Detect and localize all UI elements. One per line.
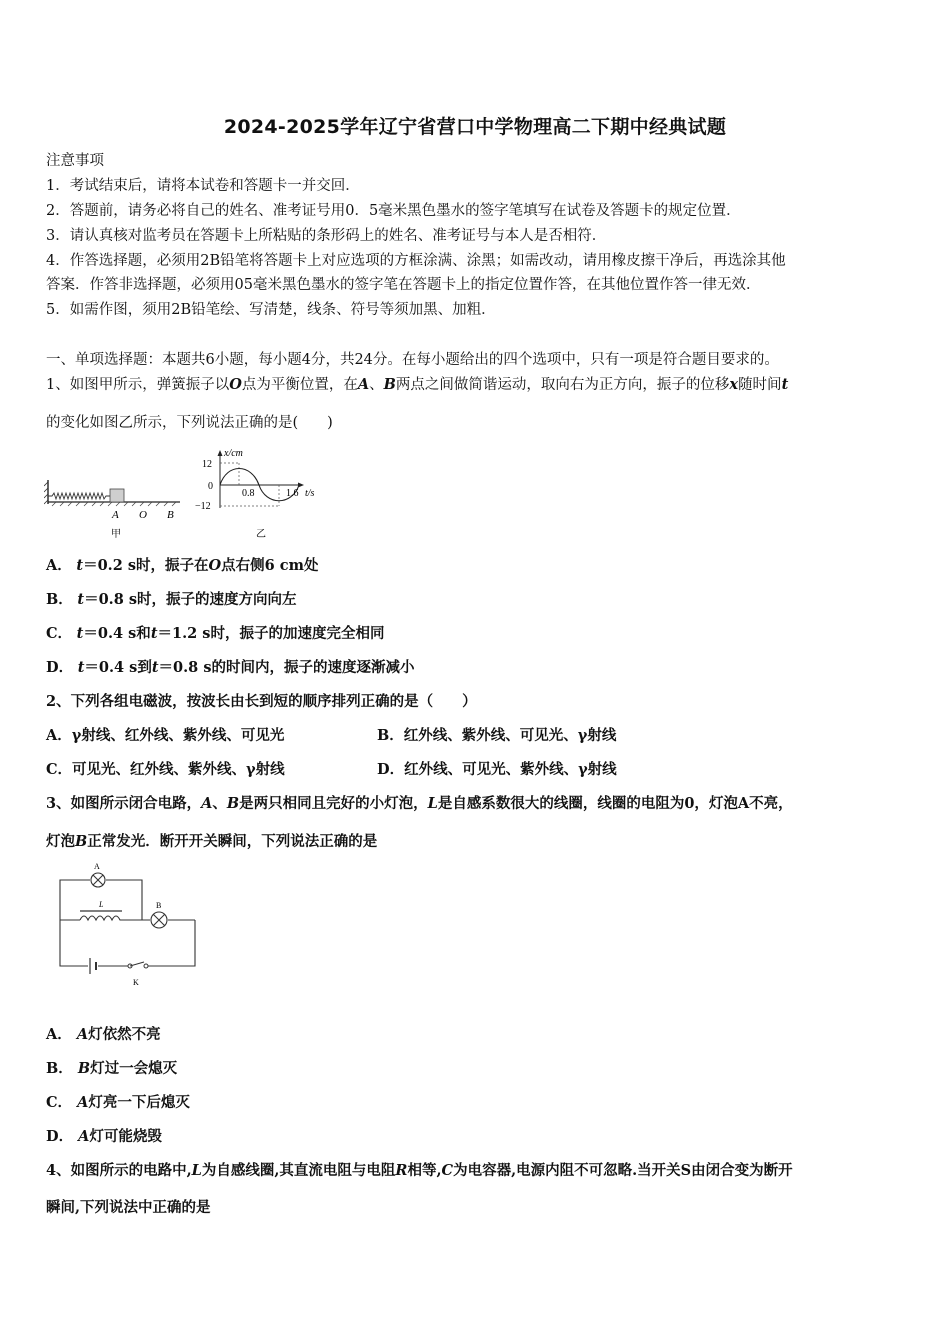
notice-item: 2．答题前，请务必将自己的姓名、准考证号用0．5毫米黑色墨水的签字笔填写在试卷及答题卡的规定位置． (46, 203, 741, 219)
y-axis-label: x/cm (224, 448, 243, 459)
question-3-circuit (50, 860, 210, 990)
question-2-option-c: C．可见光、红外线、紫外线、γ射线 (46, 761, 285, 778)
y-tick-0: 0 (208, 481, 213, 492)
section-heading: 一、单项选择题：本题共6小题，每小题4分，共24分。在每小题给出的四个选项中，只有一项是符合题目要求的。 (46, 352, 779, 368)
spring (48, 493, 110, 499)
caption-jia: 甲 (111, 529, 121, 540)
question-2-option-a: A．γ射线、红外线、紫外线、可见光 (46, 727, 285, 744)
caption-yi: 乙 (256, 529, 266, 540)
question-2-stem: 2、下列各组电磁波，按波长由长到短的顺序排列正确的是（ ） (46, 693, 477, 710)
question-1-option-c: C． t＝0.4 s和t＝1.2 s时，振子的加速度完全相同 (46, 625, 385, 642)
wire-top-right (106, 880, 142, 920)
question-1-option-d: D． t＝0.4 s到t＝0.8 s的时间内，振子的速度逐渐减小 (46, 659, 415, 676)
page-title: 2024-2025学年辽宁省营口中学物理高二下期中经典试题 (223, 116, 727, 138)
question-2-option-b: B．红外线、紫外线、可见光、γ射线 (377, 727, 617, 744)
coil (80, 916, 124, 920)
notice-item: 答案．作答非选择题，必须用05毫米黑色墨水的签字笔在答题卡上的指定位置作答，在其他位置作答一律无效． (46, 277, 761, 293)
notice-item: 1．考试结束后，请将本试卷和答题卡一并交回． (46, 178, 360, 194)
question-4-stem: 4、如图所示的电路中,L为自感线圈,其直流电阻与电阻R相等,C为电容器,电源内阻不可忽略.当开关S由闭合变为断开 (46, 1162, 793, 1179)
question-3-option-b: B． B灯过一会熄灭 (46, 1060, 178, 1077)
notice-heading: 注意事项 (46, 153, 104, 169)
question-4-stem-line2: 瞬间,下列说法中正确的是 (46, 1199, 211, 1216)
question-1-stem-line2: 的变化如图乙所示，下列说法正确的是( ) (46, 415, 333, 431)
oscillator-block (110, 489, 124, 502)
question-3-stem: 3、如图所示闭合电路，A、B是两只相同且完好的小灯泡，L是自感系数很大的线圈，线圈的电阻为0，灯泡A不亮， (46, 795, 793, 812)
y-tick-12: 12 (202, 459, 212, 470)
switch-contact-right (144, 964, 148, 968)
lamp-b-label: B (156, 901, 162, 910)
question-1-option-b: B． t＝0.8 s时，振子的速度方向向左 (46, 591, 297, 608)
question-3-option-a: A． A灯依然不亮 (46, 1026, 161, 1043)
question-2-option-d: D．红外线、可见光、紫外线、γ射线 (377, 761, 617, 778)
x-tick-0.8: 0.8 (242, 488, 255, 499)
lamp-b (151, 912, 167, 928)
y-tick-neg12: −12 (195, 501, 211, 512)
coil-label: L (99, 900, 104, 909)
y-axis-arrow (218, 450, 223, 456)
notice-item: 3．请认真核对监考员在答题卡上所粘贴的条形码上的姓名、准考证号与本人是否相符． (46, 228, 607, 244)
wire-left (60, 920, 88, 966)
notice-item: 5．如需作图，须用2B铅笔绘、写清楚，线条、符号等须加黑、加粗． (46, 302, 496, 318)
question-1-stem: 1、如图甲所示，弹簧振子以O点为平衡位置，在A、B两点之间做简谐运动，取向右为正方向，振子的位移x随时间t (46, 376, 789, 393)
label-a: A (112, 509, 119, 521)
lamp-a (91, 873, 105, 887)
switch-label: K (133, 978, 139, 987)
question-3-stem-line2: 灯泡B正常发光．断开开关瞬间，下列说法正确的是 (46, 833, 378, 850)
question-1-figure (44, 446, 334, 544)
label-b: B (167, 509, 174, 521)
wire-top (60, 880, 90, 920)
notice-item: 4．作答选择题，必须用2B铅笔将答题卡上对应选项的方框涂满、涂黑；如需改动，请用橡皮擦干净后，再选涂其他 (46, 253, 786, 269)
question-3-option-c: C． A灯亮一下后熄灭 (46, 1094, 190, 1111)
question-1-option-a: A． t＝0.2 s时，振子在O点右侧6 cm处 (46, 557, 319, 574)
question-3-option-d: D． A灯可能烧毁 (46, 1128, 162, 1145)
floor-hatching (52, 502, 176, 506)
x-tick-1.6: 1.6 (286, 488, 299, 499)
label-o: O (139, 509, 147, 521)
lamp-a-label: A (94, 862, 100, 871)
switch-blade (130, 962, 144, 966)
x-axis-label: t/s (305, 488, 315, 499)
